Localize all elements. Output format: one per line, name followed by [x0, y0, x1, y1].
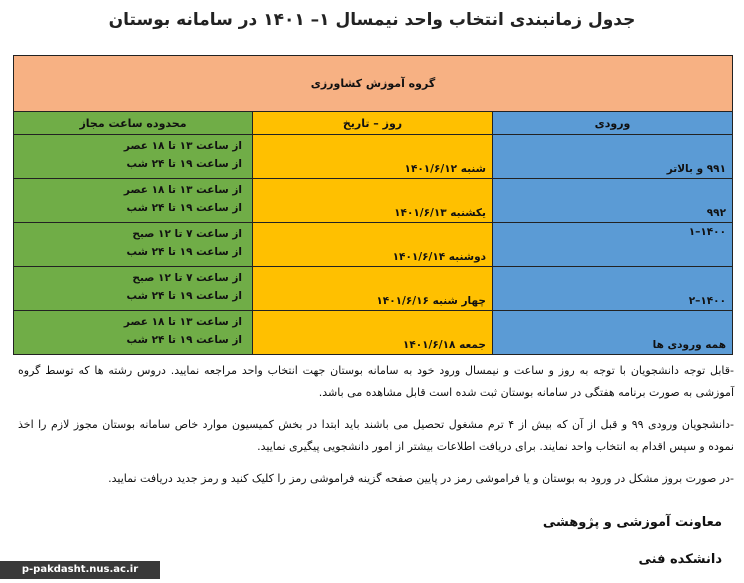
table-row — [14, 135, 733, 179]
page-title: جدول زمانبندی انتخاب واحد نیمسال ۱– ۱۴۰۱ در سامانه بوستان — [108, 10, 636, 30]
day-cell — [253, 311, 493, 355]
column-header-entry: ورودی — [493, 112, 733, 135]
time-cell — [14, 223, 253, 267]
day-value: شنبه ۱۴۰۱/۶/۱۲ — [404, 163, 486, 175]
day-value: چهار شنبه ۱۴۰۱/۶/۱۶ — [376, 295, 486, 307]
column-header-time: محدوده ساعت مجاز — [14, 112, 253, 135]
time-range-1: از ساعت ۱۳ تا ۱۸ عصر — [123, 184, 242, 196]
table-row — [14, 223, 733, 267]
day-cell — [253, 179, 493, 223]
time-range-1: از ساعت ۷ تا ۱۲ صبح — [132, 228, 242, 240]
day-cell — [253, 135, 493, 179]
time-cell — [14, 267, 253, 311]
entry-cell — [493, 223, 733, 267]
notes-section — [18, 360, 734, 500]
table-row — [14, 311, 733, 355]
time-range-2: از ساعت ۱۹ تا ۲۴ شب — [126, 202, 242, 214]
time-cell — [14, 311, 253, 355]
signature-office: معاونت آموزشی و پژوهشی — [542, 515, 722, 530]
column-header-day: روز – تاریخ — [253, 112, 493, 135]
day-cell — [253, 223, 493, 267]
signature-faculty: دانشکده فنی — [638, 552, 722, 567]
note-paragraph: -در صورت بروز مشکل در ورود به بوستان و یا فراموشی رمز در پایین صفحه گزینه فراموشی رمز را کلیک کنید و رمز جدید دریافت نمایید. — [108, 472, 734, 485]
site-watermark: p-pakdasht.nus.ac.ir — [0, 561, 160, 579]
day-cell — [253, 267, 493, 311]
group-header-row — [14, 56, 733, 112]
entry-cell — [493, 179, 733, 223]
note-paragraph: -دانشجویان ورودی ۹۹ و قبل از آن که بیش از ۴ ترم مشغول تحصیل می باشند باید ابتدا در بخش کمیسیون موارد خاص سامانه بوستان مجوز لازم را اخذ نموده و سپس اقدام به انتخاب واحد نمایند. برای دریافت اطلاعات بیشتر از امور دانشجویی پیگیری نمایید. — [18, 418, 735, 453]
time-cell — [14, 179, 253, 223]
entry-value: ۱۴۰۰–۲ — [688, 295, 726, 307]
schedule-table — [13, 55, 733, 355]
time-range-1: از ساعت ۷ تا ۱۲ صبح — [132, 272, 242, 284]
entry-value: ۹۹۱ و بالاتر — [666, 163, 726, 175]
time-range-1: از ساعت ۱۳ تا ۱۸ عصر — [123, 316, 242, 328]
entry-cell — [493, 311, 733, 355]
table-row — [14, 267, 733, 311]
column-header-row — [14, 112, 733, 135]
entry-cell — [493, 135, 733, 179]
entry-value: ۱۴۰۰–۱ — [688, 226, 726, 238]
group-header: گروه آموزش کشاورزی — [14, 56, 733, 112]
entry-cell — [493, 267, 733, 311]
time-range-1: از ساعت ۱۳ تا ۱۸ عصر — [123, 140, 242, 152]
entry-value: ۹۹۲ — [706, 207, 726, 219]
time-range-2: از ساعت ۱۹ تا ۲۴ شب — [126, 158, 242, 170]
day-value: جمعه ۱۴۰۱/۶/۱۸ — [402, 339, 486, 351]
time-range-2: از ساعت ۱۹ تا ۲۴ شب — [126, 246, 242, 258]
entry-value: همه ورودی ها — [652, 339, 726, 351]
table-row — [14, 179, 733, 223]
day-value: یکشنبه ۱۴۰۱/۶/۱۳ — [394, 207, 486, 219]
note-paragraph: -قابل توجه دانشجویان با توجه به روز و ساعت و نیمسال ورود خود به سامانه بوستان جهت انتخاب واحد مراجعه نمایید. دروس رشته ها که توسط گروه آموزشی به صورت برنامه هفتگی در سامانه بوستان ثبت شده است قابل مشاهده می باشد. — [18, 364, 734, 399]
time-range-2: از ساعت ۱۹ تا ۲۴ شب — [126, 290, 242, 302]
time-range-2: از ساعت ۱۹ تا ۲۴ شب — [126, 334, 242, 346]
day-value: دوشنبه ۱۴۰۱/۶/۱۴ — [392, 251, 486, 263]
time-cell — [14, 135, 253, 179]
